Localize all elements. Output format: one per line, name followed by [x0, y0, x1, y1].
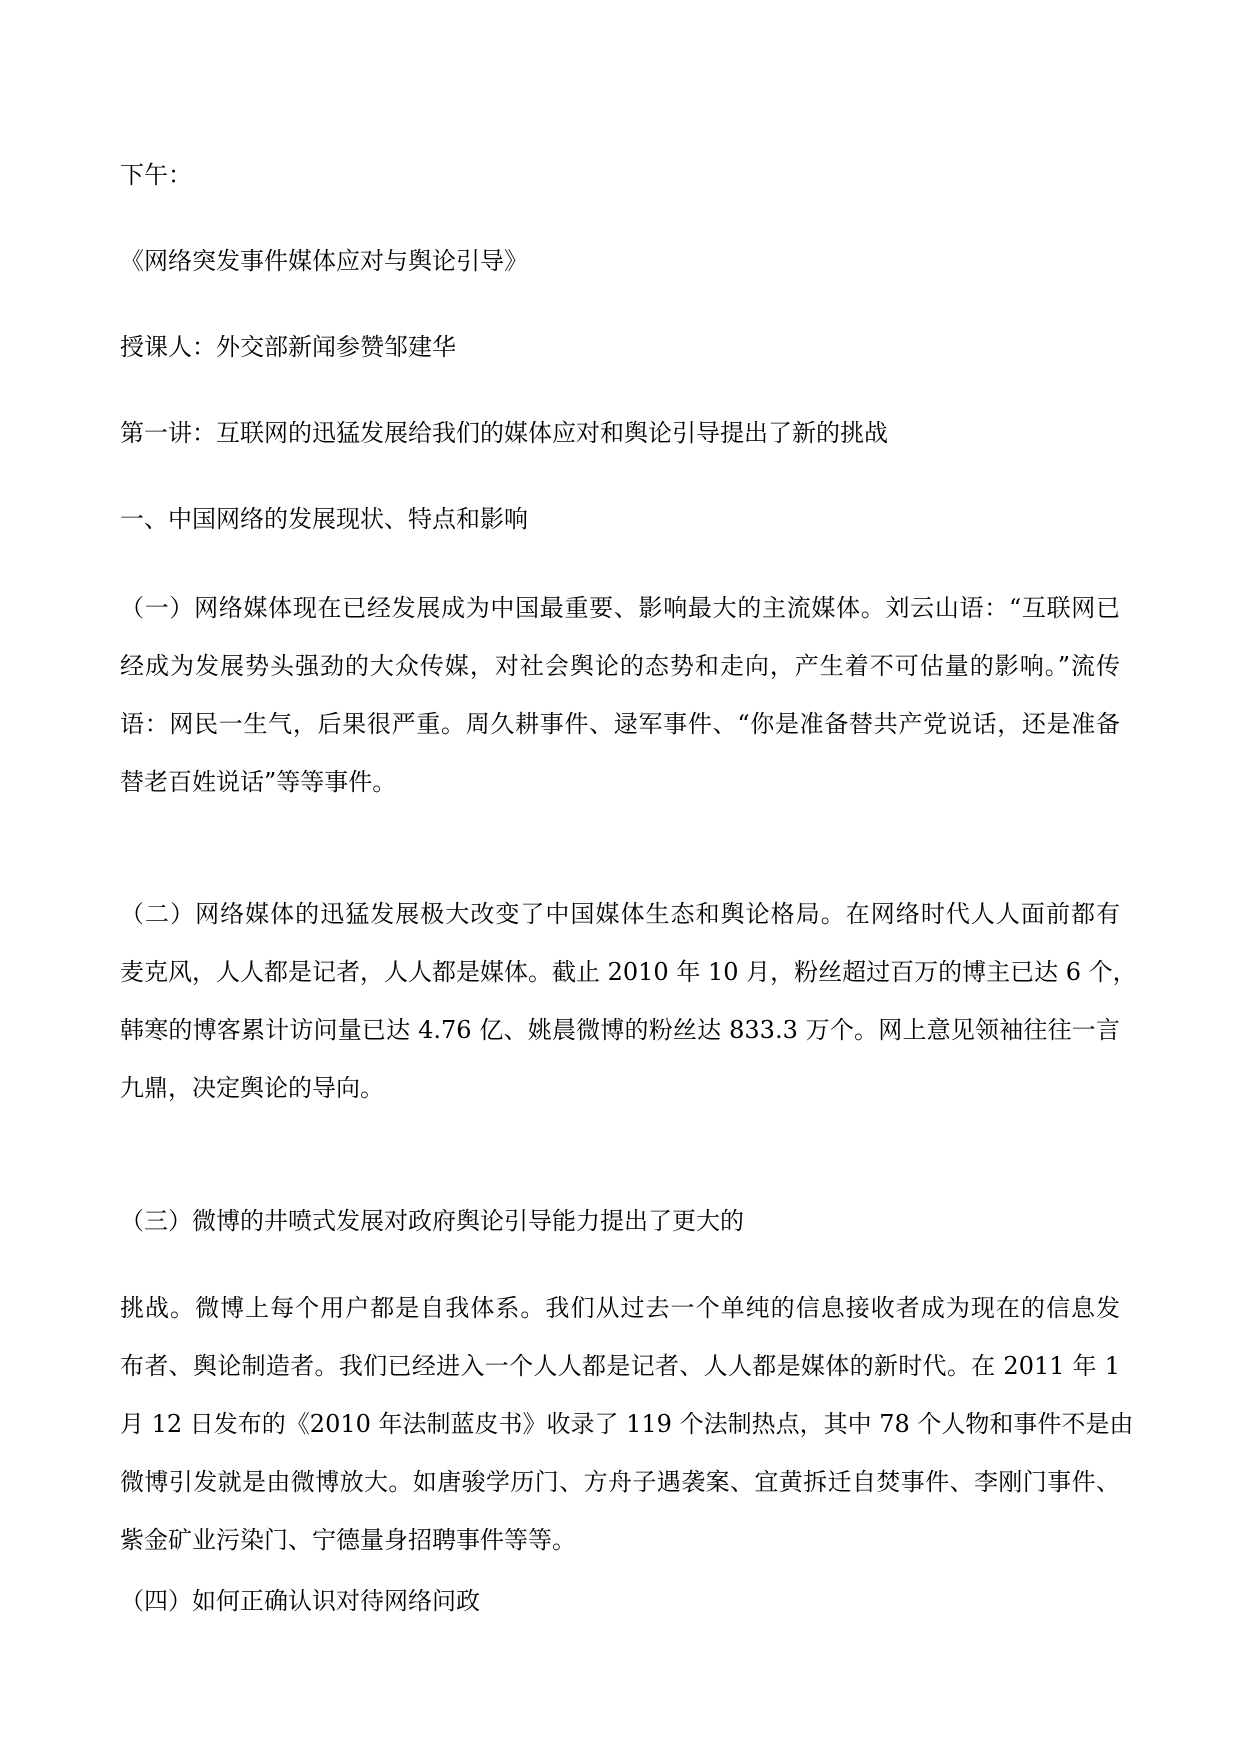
paragraph-line: 月 12 日发布的《2010 年法制蓝皮书》收录了 119 个法制热点，其中 78 个人物和事件不是由: [120, 1410, 1134, 1438]
lecturer-line: 授课人：外交部新闻参赞邹建华: [120, 333, 456, 361]
paragraph-line: （一）网络媒体现在已经发展成为中国最重要、影响最大的主流媒体。刘云山语：“互联网已: [120, 594, 1120, 622]
paragraph-line: 紫金矿业污染门、宁德量身招聘事件等等。: [120, 1526, 576, 1554]
course-title: 《网络突发事件媒体应对与舆论引导》: [120, 247, 528, 275]
paragraph-four-heading: （四）如何正确认识对待网络问政: [120, 1587, 480, 1615]
paragraph-one: [120, 579, 1120, 811]
paragraph-line: 替老百姓说话”等等事件。: [120, 768, 397, 796]
paragraph-line: 微博引发就是由微博放大。如唐骏学历门、方舟子遇袭案、宜黄拆迁自焚事件、李刚门事件、: [120, 1468, 1120, 1496]
time-heading: 下午：: [120, 161, 192, 189]
paragraph-three-heading: （三）微博的井喷式发展对政府舆论引导能力提出了更大的: [120, 1207, 744, 1235]
paragraph-line: 麦克风，人人都是记者，人人都是媒体。截止 2010 年 10 月，粉丝超过百万的博主已达 6 个，: [120, 958, 1137, 986]
paragraph-three: [120, 1279, 1134, 1569]
paragraph-line: 经成为发展势头强劲的大众传媒，对社会舆论的态势和走向，产生着不可估量的影响。”流传: [120, 652, 1120, 680]
paragraph-line: 挑战。微博上每个用户都是自我体系。我们从过去一个单纯的信息接收者成为现在的信息发: [120, 1294, 1120, 1322]
paragraph-line: 语：网民一生气，后果很严重。周久耕事件、逯军事件、“你是准备替共产党说话，还是准备: [120, 710, 1120, 738]
paragraph-line: 韩寒的博客累计访问量已达 4.76 亿、姚晨微博的粉丝达 833.3 万个。网上意见领袖往往一言: [120, 1016, 1120, 1044]
paragraph-line: （二）网络媒体的迅猛发展极大改变了中国媒体生态和舆论格局。在网络时代人人面前都有: [120, 900, 1120, 928]
section-one-heading: 一、中国网络的发展现状、特点和影响: [120, 505, 528, 533]
paragraph-line: 布者、舆论制造者。我们已经进入一个人人都是记者、人人都是媒体的新时代。在 2011 年 1: [120, 1352, 1120, 1380]
paragraph-two: [120, 885, 1137, 1117]
lecture-one-heading: 第一讲：互联网的迅猛发展给我们的媒体应对和舆论引导提出了新的挑战: [120, 419, 888, 447]
paragraph-line: 九鼎，决定舆论的导向。: [120, 1074, 384, 1102]
